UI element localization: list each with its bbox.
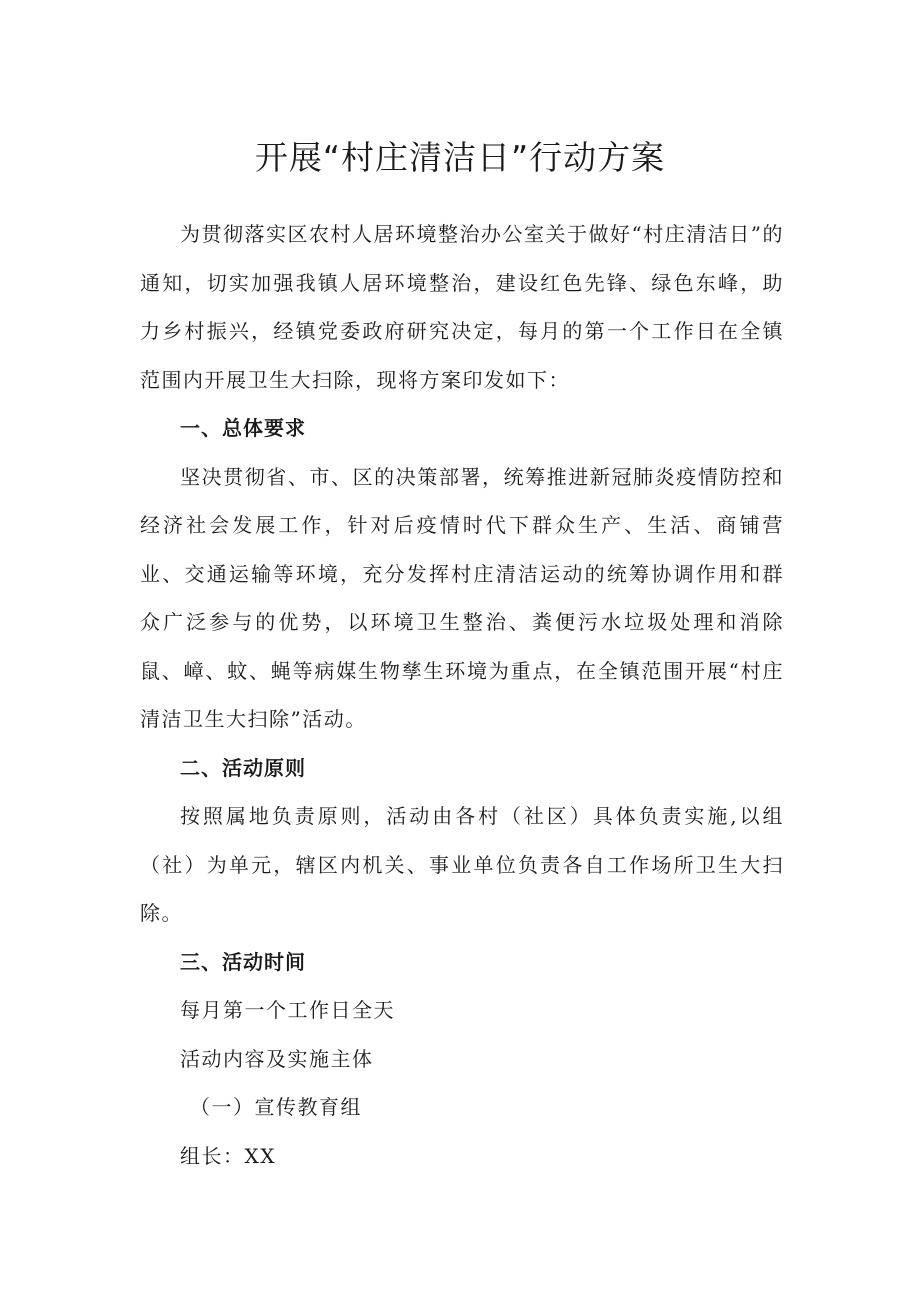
section-2-heading: 二、活动原则: [180, 755, 306, 780]
section-1-heading: 一、总体要求: [180, 416, 306, 440]
content-title: 活动内容及实施主体: [180, 1046, 374, 1071]
section-3-heading: 三、活动时间: [180, 949, 306, 974]
intro-paragraph: 为贯彻落实区农村人居环境整治办公室关于做好“村庄清洁日”的通知，切实加强我镇人居环境整治，建设红色先锋、绿色东峰，助力乡村振兴，经镇党委政府研究决定，每月的第一个工作日在全镇范围内开展卫生大扫除，现将方案印发如下：: [140, 222, 784, 392]
activity-time: 每月第一个工作日全天: [180, 998, 395, 1022]
document-body: [140, 210, 784, 1180]
section-2-body: 按照属地负责原则，活动由各村（社区）具体负责实施,以组（社）为单元，辖区内机关、事业单位负责各自工作场所卫生大扫除。: [140, 804, 784, 925]
section-1-body: 坚决贯彻省、市、区的决策部署，统筹推进新冠肺炎疫情防控和经济社会发展工作，针对后疫情时代下群众生产、生活、商铺营业、交通运输等环境，充分发挥村庄清洁运动的统筹协调作用和群众广泛参与的优势，以环境卫生整治、粪便污水垃圾处理和消除鼠、嶂、蚊、蝇等病媒生物孳生环境为重点，在全镇范围开展“村庄清洁卫生大扫除”活动。: [140, 464, 784, 731]
document-title: 开展“村庄清洁日”行动方案: [254, 138, 666, 177]
group-leader: 组长：XX: [180, 1143, 276, 1168]
group-title: （一）宣传教育组: [190, 1095, 362, 1119]
